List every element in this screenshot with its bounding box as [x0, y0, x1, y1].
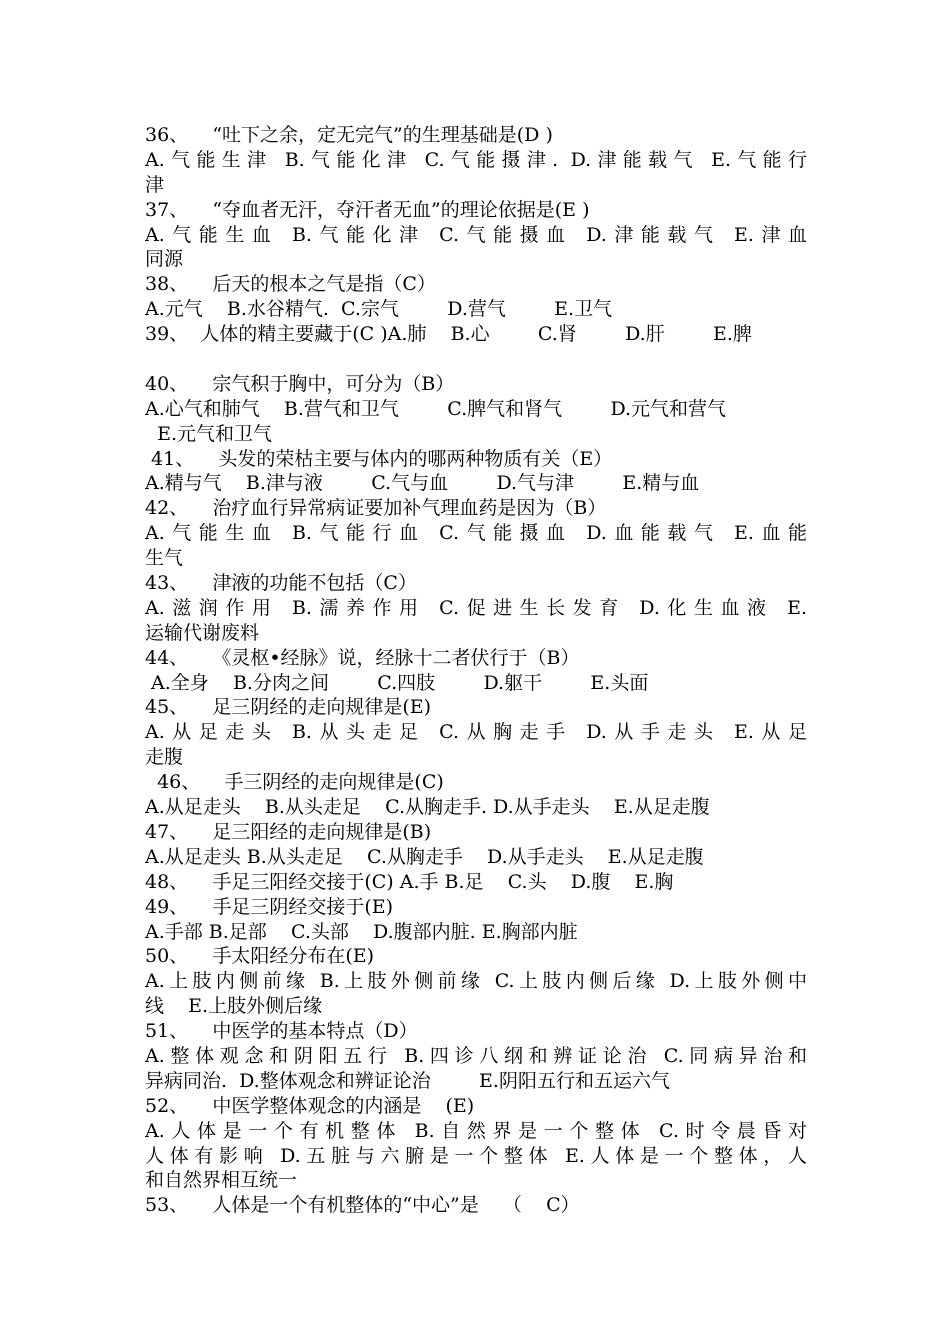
text-line: A.气能生津 B.气能化津 C.气能摄津. D.津能载气 E.气能行	[145, 148, 807, 171]
text-line: A.从足走头 B.从头走足 C.从胸走手 D.从手走头 E.从足走腹	[145, 845, 704, 868]
text-line: A.心气和肺气 B.营气和卫气 C.脾气和肾气 D.元气和营气	[145, 397, 727, 420]
text-line: E.元气和卫气	[145, 422, 272, 445]
text-line: 46、 手三阴经的走向规律是(C)	[145, 771, 444, 794]
text-line: A.气能生血 B.气能行血 C.气能摄血 D.血能载气 E.血能	[145, 522, 807, 545]
text-line: A.手部 B.足部 C.头部 D.腹部内脏. E.胸部内脏	[145, 920, 578, 943]
text-line: 47、 足三阳经的走向规律是(B)	[145, 820, 432, 843]
text-line: 和自然界相互统一	[145, 1169, 298, 1192]
blank-line	[145, 347, 807, 372]
text-line: 50、 手太阳经分布在(E)	[145, 945, 375, 968]
text-line: A.人体是一个有机整体 B.自然界是一个整体 C.时令晨昏对	[145, 1119, 807, 1142]
text-line: 津	[145, 173, 165, 196]
text-line: 生气	[145, 547, 184, 570]
text-line: A.气能生血 B.气能化津 C.气能摄血 D.津能载气 E.津血	[145, 223, 807, 246]
text-line: 40、 宗气积于胸中，可分为（B）	[145, 372, 455, 395]
text-line: 同源	[145, 248, 184, 271]
text-line: 42、 治疗血行异常病证要加补气理血药是因为（B）	[145, 497, 607, 520]
text-line: 39、 人体的精主要藏于(C )A.肺 B.心 C.肾 D.肝 E.脾	[145, 323, 752, 346]
text-line: A.从足走头 B.从头走足 C.从胸走手 D.从手走头 E.从足	[145, 721, 807, 744]
question-text-block	[145, 123, 807, 1218]
text-line: 线 E.上肢外侧后缘	[145, 995, 323, 1018]
text-line: A.整体观念和阴阳五行 B.四诊八纲和辨证论治 C.同病异治和	[145, 1044, 807, 1067]
text-line: 48、 手足三阳经交接于(C) A.手 B.足 C.头 D.腹 E.胸	[145, 870, 674, 893]
text-line: 44、 《灵枢•经脉》说，经脉十二者伏行于（B）	[145, 646, 580, 669]
text-line: A.从足走头 B.从头走足 C.从胸走手. D.从手走头 E.从足走腹	[145, 796, 710, 819]
text-line: A.上肢内侧前缘 B.上肢外侧前缘 C.上肢内侧后缘 D.上肢外侧中	[145, 970, 807, 993]
text-line: 异病同治. D.整体观念和辨证论治 E.阴阳五行和五运六气	[145, 1069, 670, 1092]
text-line: 45、 足三阴经的走向规律是(E)	[145, 696, 432, 719]
text-line: A.元气 B.水谷精气. C.宗气 D.营气 E.卫气	[145, 298, 613, 321]
text-line: 走腹	[145, 746, 184, 769]
text-line: A.滋润作用 B.濡养作用 C.促进生长发育 D.化生血液 E.	[145, 596, 807, 619]
text-line: 51、 中医学的基本特点（D）	[145, 1020, 418, 1043]
text-line: 41、 头发的荣枯主要与体内的哪两种物质有关（E）	[145, 447, 613, 470]
text-line: 38、 后天的根本之气是指（C）	[145, 273, 436, 296]
text-line: A.全身 B.分肉之间 C.四肢 D.躯干 E.头面	[145, 671, 649, 694]
text-line: 37、 “夺血者无汗，夺汗者无血”的理论依据是(E )	[145, 198, 590, 221]
text-line: 49、 手足三阴经交接于(E)	[145, 895, 394, 918]
text-line: 36、 “吐下之余，定无完气”的生理基础是(D )	[145, 124, 553, 146]
text-line: A.精与气 B.津与液 C.气与血 D.气与津 E.精与血	[145, 472, 700, 495]
text-line: 53、 人体是一个有机整体的“中心”是 （ C）	[145, 1194, 580, 1217]
text-line: 43、 津液的功能不包括（C）	[145, 572, 417, 595]
text-line: 人体有影响 D.五脏与六腑是一个整体 E.人体是一个整体，人	[145, 1144, 807, 1167]
text-line: 运输代谢废料	[145, 621, 260, 644]
text-line: 52、 中医学整体观念的内涵是 (E)	[145, 1094, 475, 1117]
